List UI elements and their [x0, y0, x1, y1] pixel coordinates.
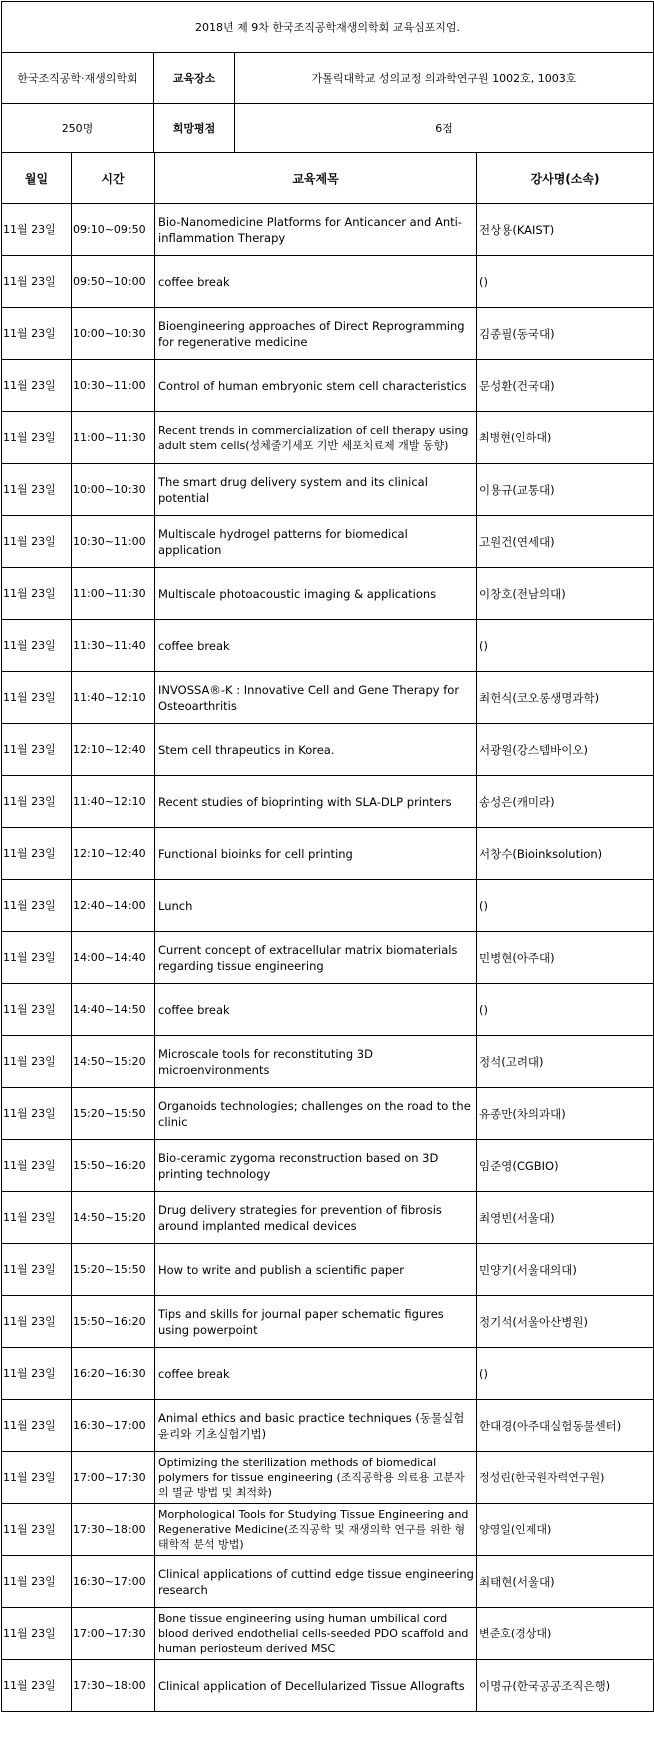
table-row	[2, 412, 654, 464]
table-row	[2, 1296, 654, 1348]
session-speaker: 최병현(인하대)	[477, 412, 654, 464]
session-speaker: 문성환(건국대)	[477, 360, 654, 412]
column-header-time: 시간	[72, 153, 155, 204]
session-date: 11월 23일	[2, 776, 72, 828]
session-time: 16:30~17:00	[72, 1556, 155, 1608]
session-time: 11:30~11:40	[72, 620, 155, 672]
session-subject: Bioengineering approaches of Direct Reprogramming for regenerative medicine	[155, 308, 477, 360]
session-speaker: 이창호(전남의대)	[477, 568, 654, 620]
session-date: 11월 23일	[2, 984, 72, 1036]
score-value: 6점	[235, 104, 654, 153]
session-speaker: 서광원(강스템바이오)	[477, 724, 654, 776]
session-speaker: 이명규(한국공공조직은행)	[477, 1660, 654, 1712]
session-time: 14:00~14:40	[72, 932, 155, 984]
session-date: 11월 23일	[2, 1608, 72, 1660]
session-subject: Clinical applications of cuttind edge tissue engineering research	[155, 1556, 477, 1608]
table-row	[2, 1660, 654, 1712]
table-row	[2, 204, 654, 256]
table-row	[2, 620, 654, 672]
session-date: 11월 23일	[2, 1140, 72, 1192]
table-row	[2, 984, 654, 1036]
session-date: 11월 23일	[2, 516, 72, 568]
session-subject: Microscale tools for reconstituting 3D microenvironments	[155, 1036, 477, 1088]
schedule-rows	[2, 204, 654, 1712]
table-row	[2, 932, 654, 984]
session-speaker: 정기석(서울아산병원)	[477, 1296, 654, 1348]
session-subject: Multiscale hydrogel patterns for biomedical application	[155, 516, 477, 568]
session-date: 11월 23일	[2, 464, 72, 516]
session-speaker: 유종만(차의과대)	[477, 1088, 654, 1140]
session-subject: coffee break	[155, 256, 477, 308]
session-date: 11월 23일	[2, 1192, 72, 1244]
session-date: 11월 23일	[2, 1296, 72, 1348]
session-speaker: 고원건(연세대)	[477, 516, 654, 568]
session-time: 17:30~18:00	[72, 1504, 155, 1556]
table-row	[2, 1504, 654, 1556]
table-row	[2, 360, 654, 412]
session-time: 14:50~15:20	[72, 1036, 155, 1088]
session-time: 17:00~17:30	[72, 1608, 155, 1660]
session-subject: Optimizing the sterilization methods of biomedical polymers for tissue engineering (조직공학용 의료용 고분자의 멸균 방법 및 최적화)	[155, 1452, 477, 1504]
info-table	[1, 52, 654, 153]
session-time: 11:00~11:30	[72, 412, 155, 464]
table-row	[2, 1036, 654, 1088]
session-time: 16:20~16:30	[72, 1348, 155, 1400]
session-speaker: ()	[477, 1348, 654, 1400]
session-date: 11월 23일	[2, 568, 72, 620]
session-time: 10:30~11:00	[72, 516, 155, 568]
schedule-table	[1, 152, 654, 1712]
session-speaker: 한대경(아주대실험동물센터)	[477, 1400, 654, 1452]
session-subject: coffee break	[155, 1348, 477, 1400]
table-row	[2, 308, 654, 360]
session-subject: Bone tissue engineering using human umbilical cord blood derived endothelial cells-seeded PDO scaffold and human periosteum derived MSC	[155, 1608, 477, 1660]
session-time: 09:50~10:00	[72, 256, 155, 308]
table-row	[2, 1192, 654, 1244]
session-date: 11월 23일	[2, 412, 72, 464]
session-date: 11월 23일	[2, 1400, 72, 1452]
session-time: 11:00~11:30	[72, 568, 155, 620]
session-speaker: 최헌식(코오롱생명과학)	[477, 672, 654, 724]
session-time: 09:10~09:50	[72, 204, 155, 256]
session-subject: coffee break	[155, 984, 477, 1036]
session-date: 11월 23일	[2, 1348, 72, 1400]
session-subject: Drug delivery strategies for prevention of fibrosis around implanted medical devices	[155, 1192, 477, 1244]
program-sheet	[1, 1, 653, 1712]
session-time: 10:00~10:30	[72, 464, 155, 516]
session-subject: Multiscale photoacoustic imaging & applications	[155, 568, 477, 620]
session-subject: Current concept of extracellular matrix biomaterials regarding tissue engineering	[155, 932, 477, 984]
session-speaker: 양영일(인제대)	[477, 1504, 654, 1556]
header-table	[1, 1, 654, 53]
session-speaker: 김종필(동국대)	[477, 308, 654, 360]
session-date: 11월 23일	[2, 828, 72, 880]
session-time: 10:30~11:00	[72, 360, 155, 412]
table-row	[2, 1608, 654, 1660]
session-speaker: 변준호(경상대)	[477, 1608, 654, 1660]
session-date: 11월 23일	[2, 1504, 72, 1556]
session-time: 11:40~12:10	[72, 776, 155, 828]
column-header-speaker: 강사명(소속)	[477, 153, 654, 204]
session-speaker: ()	[477, 256, 654, 308]
venue-value: 가톨릭대학교 성의교정 의과학연구원 1002호, 1003호	[235, 53, 654, 104]
session-time: 11:40~12:10	[72, 672, 155, 724]
session-speaker: 최영빈(서울대)	[477, 1192, 654, 1244]
table-row	[2, 776, 654, 828]
table-row	[2, 1556, 654, 1608]
session-subject: Control of human embryonic stem cell characteristics	[155, 360, 477, 412]
session-date: 11월 23일	[2, 1556, 72, 1608]
session-subject: The smart drug delivery system and its clinical potential	[155, 464, 477, 516]
session-date: 11월 23일	[2, 724, 72, 776]
capacity: 250명	[2, 104, 154, 153]
session-subject: Tips and skills for journal paper schematic figures using powerpoint	[155, 1296, 477, 1348]
session-subject: Lunch	[155, 880, 477, 932]
session-subject: Bio-Nanomedicine Platforms for Anticancer and Anti-inflammation Therapy	[155, 204, 477, 256]
session-date: 11월 23일	[2, 1452, 72, 1504]
session-time: 17:30~18:00	[72, 1660, 155, 1712]
session-subject: INVOSSA®-K : Innovative Cell and Gene Therapy for Osteoarthritis	[155, 672, 477, 724]
session-date: 11월 23일	[2, 360, 72, 412]
table-row	[2, 1348, 654, 1400]
session-speaker: 정석(고려대)	[477, 1036, 654, 1088]
table-row	[2, 672, 654, 724]
session-speaker: 이용규(교통대)	[477, 464, 654, 516]
session-date: 11월 23일	[2, 932, 72, 984]
session-subject: Stem cell thrapeutics in Korea.	[155, 724, 477, 776]
table-row	[2, 1244, 654, 1296]
session-time: 15:20~15:50	[72, 1088, 155, 1140]
session-speaker: 임준영(CGBIO)	[477, 1140, 654, 1192]
session-speaker: 서창수(Bioinksolution)	[477, 828, 654, 880]
table-row	[2, 828, 654, 880]
table-row	[2, 256, 654, 308]
session-time: 15:20~15:50	[72, 1244, 155, 1296]
session-date: 11월 23일	[2, 672, 72, 724]
session-subject: coffee break	[155, 620, 477, 672]
session-time: 12:10~12:40	[72, 828, 155, 880]
column-header-date: 월일	[2, 153, 72, 204]
venue-label: 교육장소	[154, 53, 235, 104]
session-date: 11월 23일	[2, 1088, 72, 1140]
table-row	[2, 880, 654, 932]
table-row	[2, 464, 654, 516]
session-time: 12:40~14:00	[72, 880, 155, 932]
session-date: 11월 23일	[2, 308, 72, 360]
session-time: 14:40~14:50	[72, 984, 155, 1036]
session-date: 11월 23일	[2, 256, 72, 308]
session-date: 11월 23일	[2, 620, 72, 672]
session-date: 11월 23일	[2, 204, 72, 256]
session-subject: Recent trends in commercialization of cell therapy using adult stem cells(성체줄기세포 기반 세포치료제 개발 동향)	[155, 412, 477, 464]
session-time: 15:50~16:20	[72, 1296, 155, 1348]
session-time: 12:10~12:40	[72, 724, 155, 776]
session-speaker: 최태현(서울대)	[477, 1556, 654, 1608]
session-speaker: ()	[477, 880, 654, 932]
score-label: 희망평점	[154, 104, 235, 153]
column-header-subject: 교육제목	[155, 153, 477, 204]
table-row	[2, 724, 654, 776]
session-speaker: ()	[477, 984, 654, 1036]
session-speaker: 민양기(서울대의대)	[477, 1244, 654, 1296]
session-speaker: 송성은(캐미라)	[477, 776, 654, 828]
session-time: 14:50~15:20	[72, 1192, 155, 1244]
table-row	[2, 516, 654, 568]
session-time: 16:30~17:00	[72, 1400, 155, 1452]
session-time: 10:00~10:30	[72, 308, 155, 360]
session-subject: Organoids technologies; challenges on the road to the clinic	[155, 1088, 477, 1140]
session-speaker: ()	[477, 620, 654, 672]
session-date: 11월 23일	[2, 1036, 72, 1088]
table-row	[2, 1400, 654, 1452]
organizer: 한국조직공학·재생의학회	[2, 53, 154, 104]
table-row	[2, 1452, 654, 1504]
table-row	[2, 1088, 654, 1140]
session-subject: Morphological Tools for Studying Tissue Engineering and Regenerative Medicine(조직공학 및 재생의학 연구를 위한 형태학적 분석 방법)	[155, 1504, 477, 1556]
session-speaker: 전상용(KAIST)	[477, 204, 654, 256]
session-time: 15:50~16:20	[72, 1140, 155, 1192]
schedule-header-row	[2, 153, 654, 204]
session-subject: Animal ethics and basic practice techniques (동물실험 윤리와 기초실험기법)	[155, 1400, 477, 1452]
session-date: 11월 23일	[2, 880, 72, 932]
table-row	[2, 1140, 654, 1192]
session-date: 11월 23일	[2, 1244, 72, 1296]
session-subject: Bio-ceramic zygoma reconstruction based on 3D printing technology	[155, 1140, 477, 1192]
table-row	[2, 568, 654, 620]
session-speaker: 정성린(한국원자력연구원)	[477, 1452, 654, 1504]
session-subject: Clinical application of Decellularized Tissue Allografts	[155, 1660, 477, 1712]
session-speaker: 민병현(아주대)	[477, 932, 654, 984]
session-subject: Functional bioinks for cell printing	[155, 828, 477, 880]
session-time: 17:00~17:30	[72, 1452, 155, 1504]
session-date: 11월 23일	[2, 1660, 72, 1712]
session-subject: Recent studies of bioprinting with SLA-DLP printers	[155, 776, 477, 828]
document-title: 2018년 제 9차 한국조직공학재생의학회 교육심포지엄.	[2, 2, 654, 53]
session-subject: How to write and publish a scientific paper	[155, 1244, 477, 1296]
